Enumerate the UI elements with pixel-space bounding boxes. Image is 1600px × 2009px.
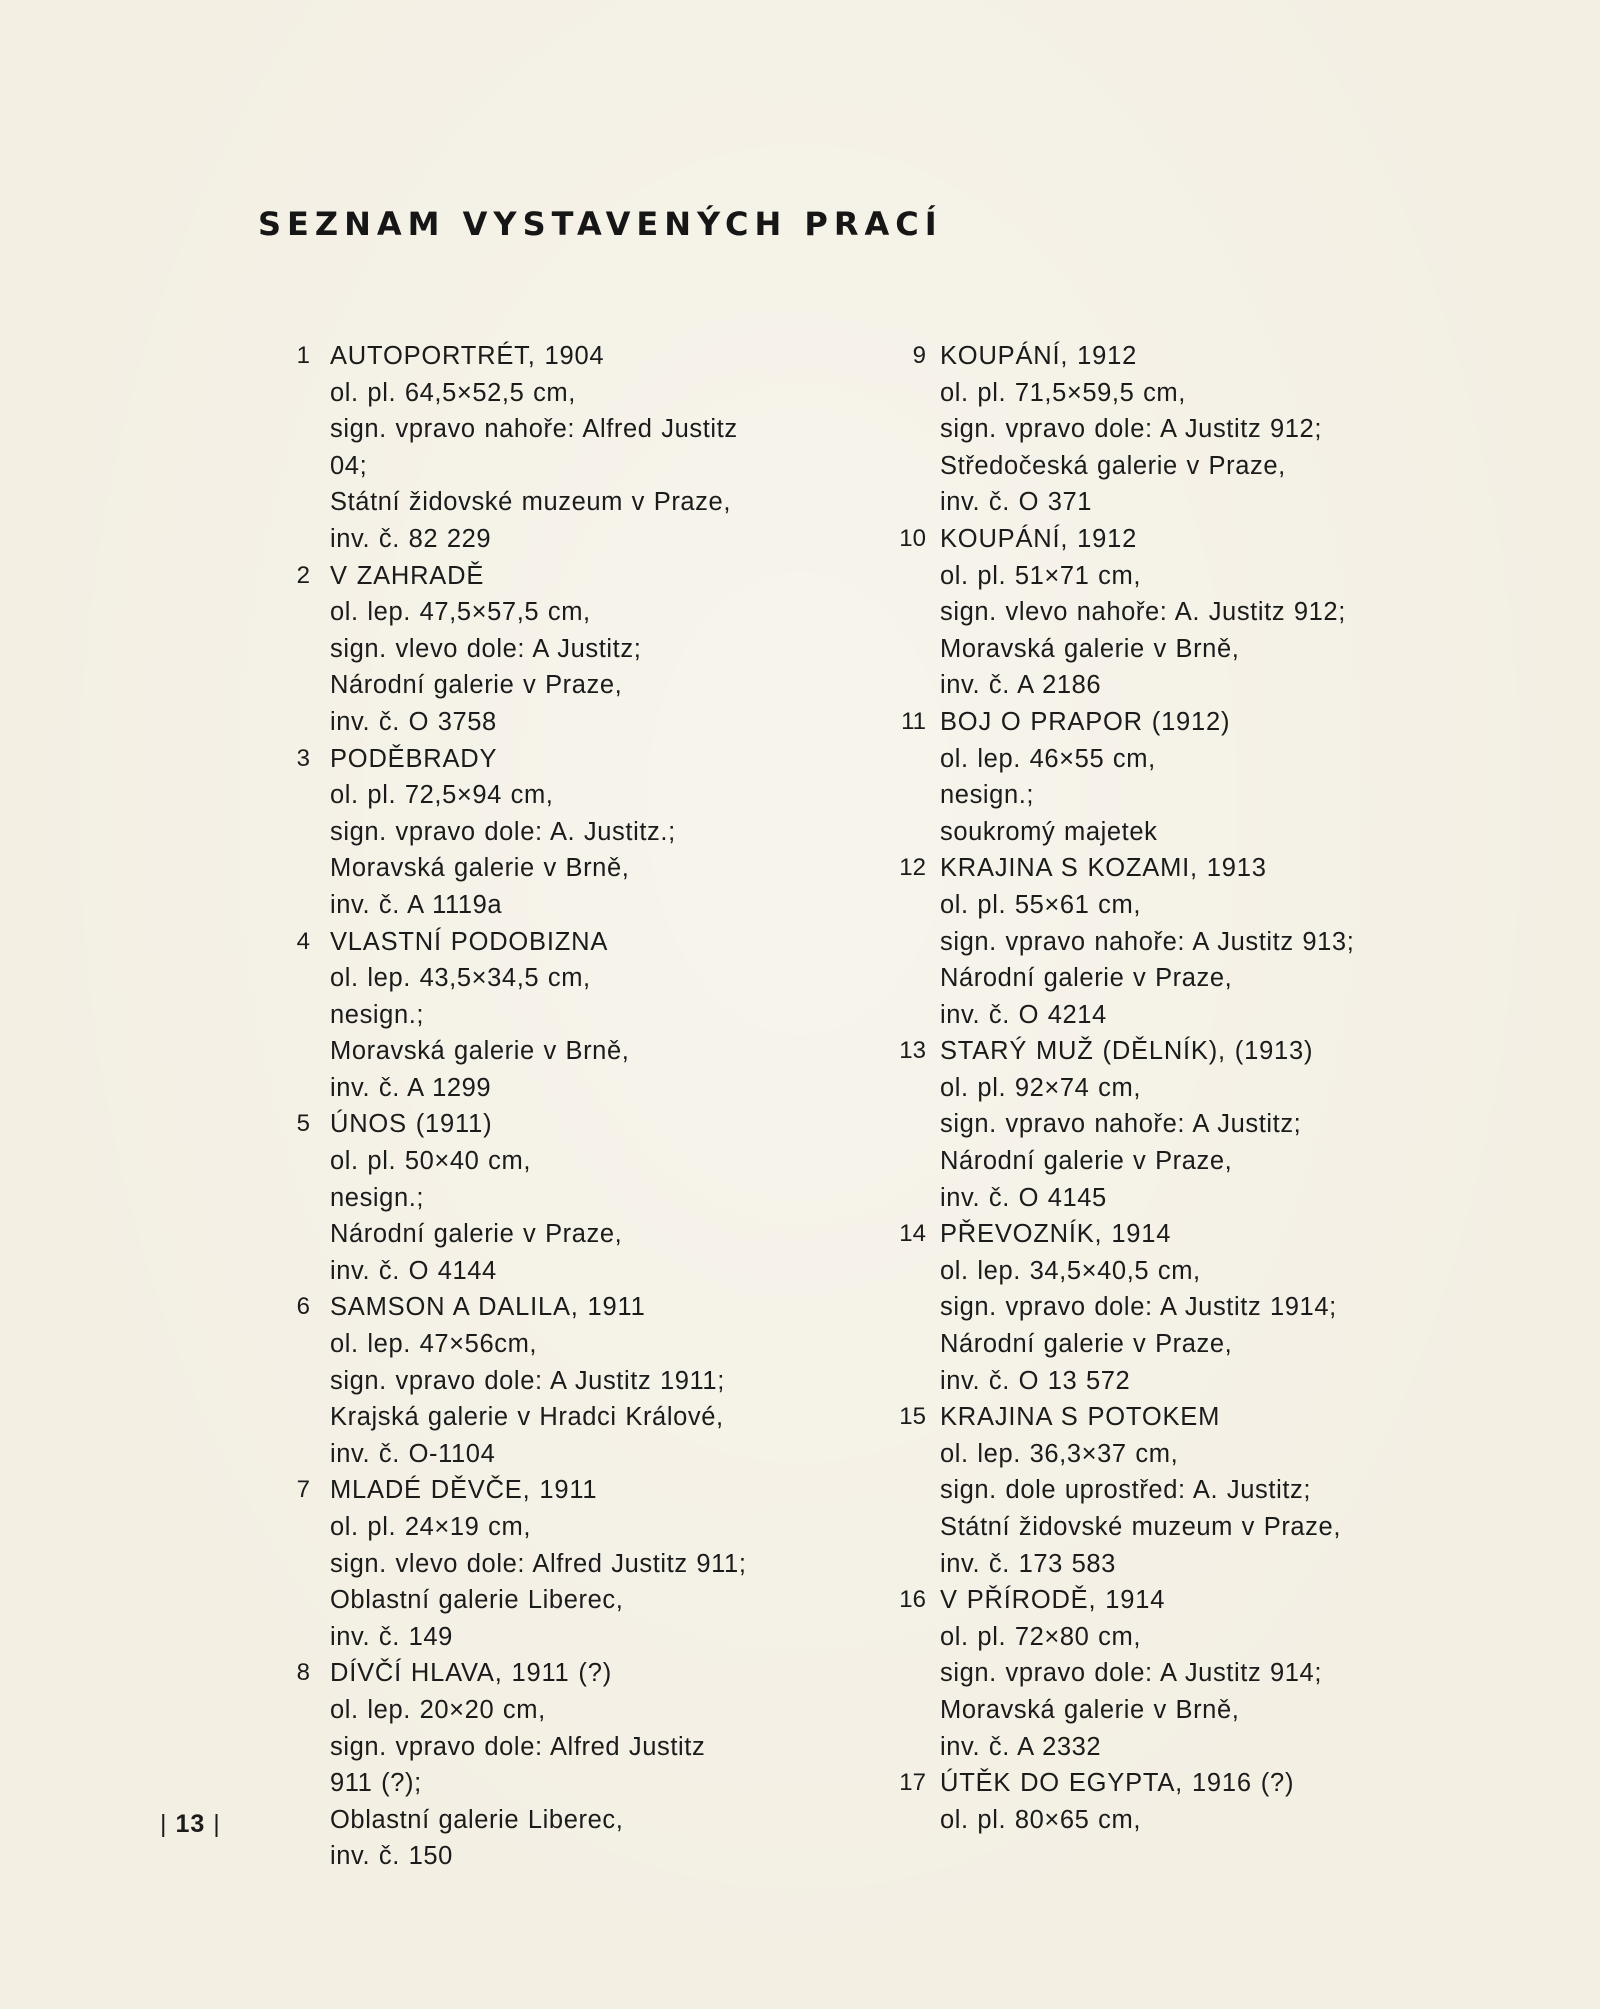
catalog-entry	[280, 741, 900, 924]
entry-title: MLADÉ DĚVČE, 1911	[330, 1476, 598, 1505]
right-column	[890, 338, 1510, 1838]
entry-detail: Oblastní galerie Liberec,	[330, 1586, 624, 1615]
entry-detail: sign. vpravo dole: A Justitz 912;	[940, 415, 1323, 444]
entry-detail: sign. vpravo dole: Alfred Justitz	[330, 1732, 706, 1761]
entry-title: PŘEVOZNÍK, 1914	[940, 1220, 1172, 1249]
page-number: | 13 |	[160, 1810, 221, 1838]
entry-detail: sign. dole uprostřed: A. Justitz;	[940, 1476, 1312, 1505]
entry-detail: inv. č. 173 583	[940, 1549, 1116, 1578]
entry-detail: ol. pl. 72×80 cm,	[940, 1622, 1142, 1651]
entry-title: AUTOPORTRÉT, 1904	[330, 342, 605, 370]
entry-detail: Moravská galerie v Brně,	[940, 634, 1240, 663]
entry-number: 17	[899, 1769, 926, 1797]
entry-title: V ZAHRADĚ	[330, 561, 485, 590]
entry-number: 4	[296, 927, 310, 955]
entry-number: 11	[901, 707, 926, 735]
entry-detail: inv. č. 82 229	[330, 524, 492, 553]
entry-detail: ol. pl. 80×65 cm,	[940, 1805, 1142, 1834]
page-number-value: 13	[175, 1810, 206, 1838]
catalog-entry	[890, 1399, 1510, 1582]
entry-detail: nesign.;	[330, 1183, 425, 1212]
entry-number: 3	[296, 744, 310, 772]
entry-detail: Státní židovské muzeum v Praze,	[940, 1513, 1342, 1541]
entry-title: DÍVČÍ HLAVA, 1911 (?)	[330, 1659, 612, 1688]
catalog-entry	[280, 1289, 900, 1472]
entry-number: 7	[296, 1476, 310, 1504]
entry-detail: inv. č. O 3758	[330, 707, 497, 736]
entry-title: ÚNOS (1911)	[330, 1110, 493, 1139]
catalog-entry	[280, 1655, 900, 1875]
catalog-entry	[890, 1033, 1510, 1216]
entry-detail: Národní galerie v Praze,	[940, 1330, 1233, 1359]
entry-detail: 04;	[330, 451, 368, 480]
catalog-entry	[890, 1216, 1510, 1399]
catalog-entry	[890, 1582, 1510, 1765]
entry-detail: ol. pl. 72,5×94 cm,	[330, 781, 554, 810]
entry-detail: ol. lep. 20×20 cm,	[330, 1695, 546, 1724]
entry-detail: sign. vpravo nahoře: A Justitz;	[940, 1110, 1302, 1139]
entry-detail: sign. vlevo nahoře: A. Justitz 912;	[940, 598, 1346, 627]
entry-detail: Středočeská galerie v Praze,	[940, 451, 1286, 480]
entry-detail: inv. č. A 2332	[940, 1732, 1102, 1761]
entry-detail: ol. pl. 92×74 cm,	[940, 1073, 1142, 1102]
catalog-entry	[280, 558, 900, 741]
entry-detail: ol. lep. 43,5×34,5 cm,	[330, 964, 591, 993]
catalog-entry	[890, 521, 1510, 704]
entry-detail: ol. pl. 24×19 cm,	[330, 1513, 532, 1541]
entry-title: PODĚBRADY	[330, 744, 498, 773]
entry-detail: Národní galerie v Praze,	[330, 1220, 623, 1249]
entry-detail: sign. vpravo nahoře: Alfred Justitz	[330, 415, 738, 444]
catalog-entry	[890, 338, 1510, 521]
entry-detail: nesign.;	[330, 1000, 425, 1029]
entry-detail: sign. vpravo nahoře: A Justitz 913;	[940, 927, 1355, 956]
entry-title: KOUPÁNÍ, 1912	[940, 524, 1138, 553]
entry-detail: soukromý majetek	[940, 817, 1158, 846]
catalog-entry	[890, 1765, 1510, 1838]
entry-detail: ol. lep. 34,5×40,5 cm,	[940, 1256, 1201, 1285]
entry-detail: Moravská galerie v Brně,	[330, 1037, 630, 1066]
entry-detail: ol. pl. 71,5×59,5 cm,	[940, 378, 1186, 407]
entry-title: VLASTNÍ PODOBIZNA	[330, 927, 609, 956]
entry-detail: sign. vpravo dole: A. Justitz.;	[330, 817, 676, 846]
entry-detail: ol. lep. 36,3×37 cm,	[940, 1439, 1179, 1468]
entry-detail: sign. vpravo dole: A Justitz 1914;	[940, 1293, 1337, 1322]
entry-detail: Národní galerie v Praze,	[940, 1147, 1233, 1176]
entry-number: 10	[899, 524, 926, 552]
entry-detail: ol. lep. 46×55 cm,	[940, 744, 1156, 773]
entry-number: 1	[296, 342, 310, 369]
entry-number: 6	[296, 1293, 310, 1321]
entry-detail: inv. č. 150	[330, 1842, 453, 1871]
entry-detail: inv. č. O-1104	[330, 1439, 496, 1468]
entry-detail: ol. pl. 51×71 cm,	[940, 561, 1142, 590]
catalog-entry	[280, 338, 900, 558]
entry-number: 14	[899, 1220, 926, 1248]
entry-number: 13	[899, 1037, 926, 1065]
entry-detail: ol. pl. 64,5×52,5 cm,	[330, 378, 576, 407]
catalog-entry	[890, 850, 1510, 1033]
entry-number: 12	[899, 854, 926, 882]
entry-detail: inv. č. O 4214	[940, 1000, 1107, 1029]
entry-detail: sign. vpravo dole: A Justitz 914;	[940, 1659, 1323, 1688]
entry-detail: inv. č. O 4144	[330, 1256, 497, 1285]
page-title: SEZNAM VYSTAVENÝCH PRACÍ	[258, 205, 943, 243]
entry-title: KRAJINA S POTOKEM	[940, 1403, 1221, 1432]
entry-number: 2	[296, 561, 310, 589]
entry-detail: inv. č. O 371	[940, 488, 1093, 517]
entry-detail: nesign.;	[940, 781, 1035, 810]
entry-detail: ol. pl. 50×40 cm,	[330, 1147, 532, 1176]
entry-number: 5	[296, 1110, 310, 1138]
entry-detail: sign. vlevo dole: Alfred Justitz 911;	[330, 1549, 747, 1578]
entry-detail: sign. vlevo dole: A Justitz;	[330, 634, 642, 663]
catalog-entry	[280, 1472, 900, 1655]
catalog-entry	[890, 704, 1510, 850]
entry-number: 16	[899, 1586, 926, 1614]
entry-title: STARÝ MUŽ (DĚLNÍK), (1913)	[940, 1037, 1314, 1066]
entry-detail: Národní galerie v Praze,	[940, 964, 1233, 993]
entry-detail: inv. č. O 4145	[940, 1183, 1107, 1212]
entry-number: 9	[912, 342, 926, 369]
entry-detail: inv. č. A 1299	[330, 1073, 492, 1102]
entry-detail: Oblastní galerie Liberec,	[330, 1805, 624, 1834]
entry-detail: ol. lep. 47×56cm,	[330, 1330, 538, 1359]
entry-detail: inv. č. 149	[330, 1622, 453, 1651]
entry-number: 15	[899, 1403, 926, 1431]
entry-detail: Moravská galerie v Brně,	[940, 1695, 1240, 1724]
entry-title: V PŘÍRODĚ, 1914	[940, 1586, 1166, 1615]
entry-detail: inv. č. A 2186	[940, 671, 1102, 700]
entry-detail: 911 (?);	[330, 1769, 422, 1798]
entry-detail: inv. č. A 1119a	[330, 890, 503, 919]
entry-title: ÚTĚK DO EGYPTA, 1916 (?)	[940, 1769, 1295, 1798]
entry-title: KRAJINA S KOZAMI, 1913	[940, 854, 1267, 883]
catalog-entry	[280, 1106, 900, 1289]
left-column	[280, 338, 900, 1875]
entry-detail: ol. pl. 55×61 cm,	[940, 890, 1142, 919]
entry-title: KOUPÁNÍ, 1912	[940, 342, 1138, 370]
entry-detail: Státní židovské muzeum v Praze,	[330, 488, 732, 517]
entry-number: 8	[296, 1659, 310, 1687]
entry-detail: Krajská galerie v Hradci Králové,	[330, 1403, 724, 1432]
entry-title: BOJ O PRAPOR (1912)	[940, 707, 1231, 736]
entry-detail: Národní galerie v Praze,	[330, 671, 623, 700]
entry-detail: inv. č. O 13 572	[940, 1366, 1131, 1395]
entry-detail: sign. vpravo dole: A Justitz 1911;	[330, 1366, 725, 1395]
catalog-entry	[280, 924, 900, 1107]
entry-title: SAMSON A DALILA, 1911	[330, 1293, 646, 1322]
entry-detail: ol. lep. 47,5×57,5 cm,	[330, 598, 591, 627]
entry-detail: Moravská galerie v Brně,	[330, 854, 630, 883]
